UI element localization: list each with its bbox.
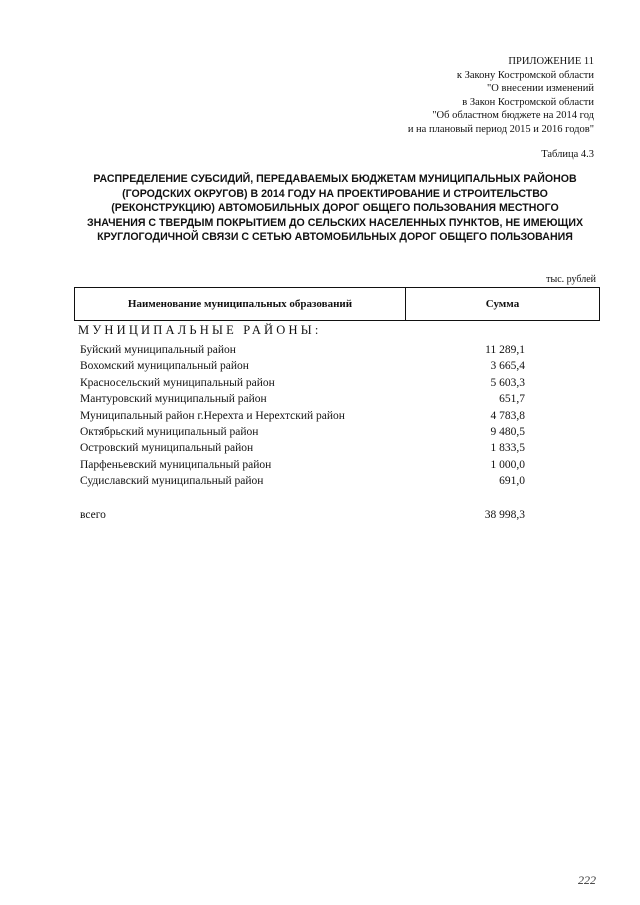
row-value: 1 000,0 xyxy=(490,458,525,471)
row-value: 11 289,1 xyxy=(485,344,525,356)
total-label: всего xyxy=(80,509,106,521)
row-value: 5 603,3 xyxy=(490,376,525,389)
table-row xyxy=(80,424,525,440)
row-value: 4 783,8 xyxy=(490,409,525,422)
table-row xyxy=(80,473,525,489)
page-number: 222 xyxy=(578,873,596,887)
row-name: Мантуровский муниципальный район xyxy=(80,393,267,406)
row-value: 1 833,5 xyxy=(490,442,525,455)
table-row xyxy=(80,391,525,407)
row-value: 9 480,5 xyxy=(490,425,525,438)
table-row xyxy=(80,457,525,473)
title-line: (ГОРОДСКИХ ОКРУГОВ) В 2014 ГОДУ НА ПРОЕКТИРОВАНИЕ И СТРОИТЕЛЬСТВО xyxy=(122,187,548,200)
row-name: Островский муниципальный район xyxy=(80,442,254,455)
section-label: МУНИЦИПАЛЬНЫЕ РАЙОНЫ: xyxy=(78,323,322,337)
row-name: Красносельский муниципальный район xyxy=(80,376,275,389)
appendix-line: "Об областном бюджете на 2014 год xyxy=(432,110,594,122)
table-row xyxy=(80,408,525,424)
total-value: 38 998,3 xyxy=(484,509,525,521)
document-title xyxy=(70,172,600,245)
title-line: ЗНАЧЕНИЯ С ТВЕРДЫМ ПОКРЫТИЕМ ДО СЕЛЬСКИХ НАСЕЛЕННЫХ ПУНКТОВ, НЕ ИМЕЮЩИХ xyxy=(86,216,584,229)
row-value: 651,7 xyxy=(499,393,525,406)
table-row xyxy=(80,358,525,374)
appendix-line: и на плановый период 2015 и 2016 годов" xyxy=(407,123,594,135)
table-row xyxy=(80,440,525,456)
header-name: Наименование муниципальных образований xyxy=(75,288,406,320)
row-value: 3 665,4 xyxy=(490,360,525,373)
title-line: (РЕКОНСТРУКЦИЮ) АВТОМОБИЛЬНЫХ ДОРОГ ОБЩЕГО ПОЛЬЗОВАНИЯ МЕСТНОГО xyxy=(111,202,559,215)
appendix-block xyxy=(408,55,594,137)
row-name: Парфеньевский муниципальный район xyxy=(80,458,272,471)
table-row xyxy=(80,342,525,358)
total-row xyxy=(80,509,525,525)
table-header xyxy=(74,287,600,321)
row-name: Муниципальный район г.Нерехта и Нерехтский район xyxy=(80,409,345,422)
appendix-line: ПРИЛОЖЕНИЕ 11 xyxy=(508,56,594,67)
appendix-line: в Закон Костромской области xyxy=(462,96,594,108)
title-line: КРУГЛОГОДИЧНОЙ СВЯЗИ С СЕТЬЮ АВТОМОБИЛЬНЫХ ДОРОГ ОБЩЕГО ПОЛЬЗОВАНИЯ xyxy=(97,231,573,244)
row-name: Буйский муниципальный район xyxy=(80,344,236,356)
title-line: РАСПРЕДЕЛЕНИЕ СУБСИДИЙ, ПЕРЕДАВАЕМЫХ БЮДЖЕТАМ МУНИЦИПАЛЬНЫХ РАЙОНОВ xyxy=(93,173,577,185)
row-name: Октябрьский муниципальный район xyxy=(80,425,259,438)
table-row xyxy=(80,375,525,391)
units-label: тыс. рублей xyxy=(546,274,596,285)
table-body xyxy=(80,342,525,490)
row-value: 691,0 xyxy=(499,475,525,488)
header-sum: Сумма xyxy=(485,298,520,310)
row-name: Вохомский муниципальный район xyxy=(80,360,249,373)
row-name: Судиславский муниципальный район xyxy=(80,475,264,488)
table-number: Таблица 4.3 xyxy=(541,149,594,160)
appendix-line: к Закону Костромской области xyxy=(456,69,594,81)
appendix-line: "О внесении изменений xyxy=(487,83,594,95)
